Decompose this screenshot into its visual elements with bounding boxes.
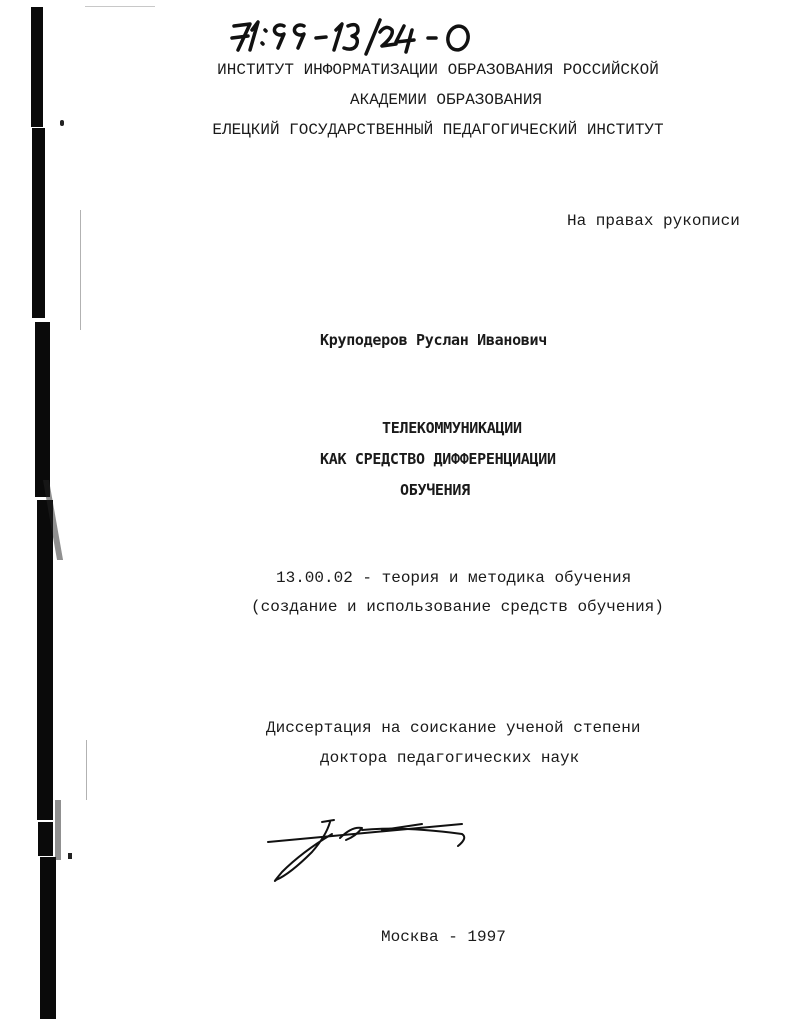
scan-artifact: [85, 6, 155, 7]
specialty-line-2: (создание и использование средств обучения): [251, 598, 664, 616]
institution-line-1: ИНСТИТУТ ИНФОРМАТИЗАЦИИ ОБРАЗОВАНИЯ РОССИЙСКОЙ: [217, 61, 659, 79]
binding-spine: [40, 857, 56, 1019]
scan-artifact: [86, 740, 87, 800]
degree-line-1: Диссертация на соискание ученой степени: [266, 719, 641, 737]
handwritten-catalog-number: [228, 8, 528, 58]
scan-artifact: [68, 853, 72, 859]
institution-line-2: АКАДЕМИИ ОБРАЗОВАНИЯ: [349, 91, 543, 109]
binding-spine: [32, 128, 45, 318]
binding-spine: [38, 822, 53, 856]
scan-artifact: [55, 800, 61, 860]
institution-line-3: ЕЛЕЦКИЙ ГОСУДАРСТВЕННЫЙ ПЕДАГОГИЧЕСКИЙ ИНСТИТУТ: [212, 121, 664, 139]
binding-spine: [37, 500, 53, 820]
signature-icon: [262, 812, 472, 892]
binding-spine: [35, 322, 50, 497]
title-line-1: ТЕЛЕКОММУНИКАЦИИ: [382, 419, 522, 437]
degree-line-2: доктора педагогических наук: [320, 749, 580, 767]
specialty-line-1: 13.00.02 - теория и методика обучения: [276, 569, 632, 587]
title-line-3: ОБУЧЕНИЯ: [400, 481, 470, 499]
title-line-2: КАК СРЕДСТВО ДИФФЕРЕНЦИАЦИИ: [320, 450, 556, 468]
author-name: Круподеров Руслан Иванович: [320, 331, 548, 349]
scan-artifact: [80, 210, 81, 330]
place-year: Москва - 1997: [381, 928, 506, 946]
rights-note: На правах рукописи: [567, 212, 740, 230]
